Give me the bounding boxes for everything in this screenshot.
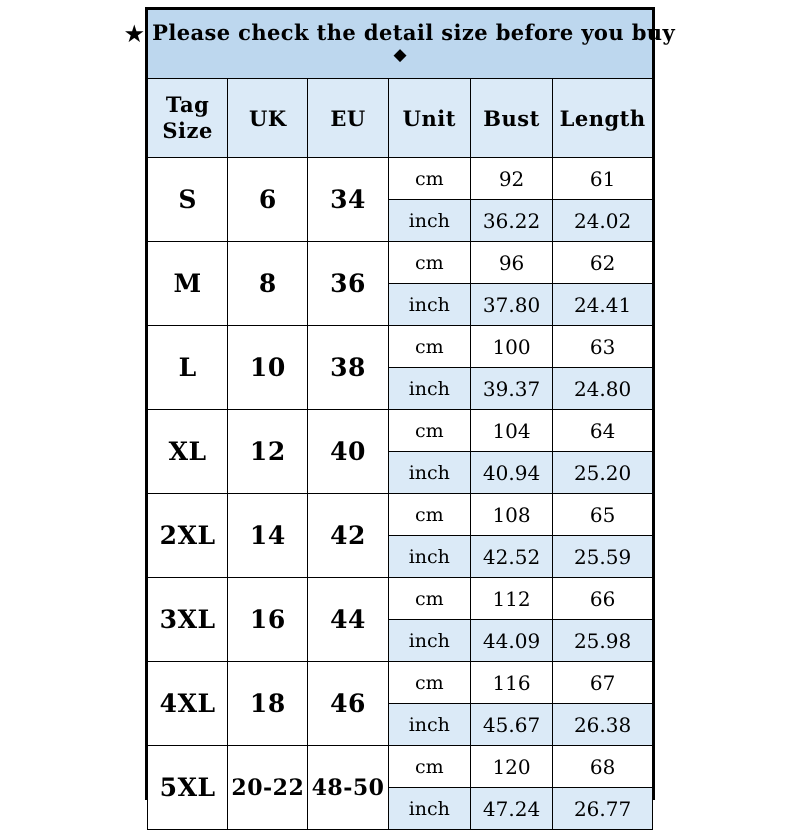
cell-bust-inch: 37.80 bbox=[470, 284, 552, 326]
cell-length-cm: 61 bbox=[553, 158, 653, 200]
cell-unit-cm: cm bbox=[388, 578, 470, 620]
cell-uk: 8 bbox=[228, 242, 308, 326]
header-tag-size-line1: Tag bbox=[165, 92, 210, 118]
header-unit: Unit bbox=[388, 79, 470, 158]
cell-bust-inch: 44.09 bbox=[470, 620, 552, 662]
header-eu: EU bbox=[308, 79, 388, 158]
cell-bust-cm: 104 bbox=[470, 410, 552, 452]
table-row bbox=[148, 242, 653, 284]
cell-bust-cm: 92 bbox=[470, 158, 552, 200]
header-tag-size bbox=[148, 79, 228, 158]
cell-bust-cm: 96 bbox=[470, 242, 552, 284]
cell-bust-inch: 47.24 bbox=[470, 788, 552, 830]
table-row bbox=[148, 578, 653, 620]
cell-unit-cm: cm bbox=[388, 410, 470, 452]
cell-unit-inch: inch bbox=[388, 452, 470, 494]
table-row bbox=[148, 662, 653, 704]
cell-bust-cm: 112 bbox=[470, 578, 552, 620]
cell-length-inch: 25.20 bbox=[553, 452, 653, 494]
cell-tag-size: 3XL bbox=[148, 578, 228, 662]
cell-uk: 10 bbox=[228, 326, 308, 410]
cell-length-inch: 24.80 bbox=[553, 368, 653, 410]
cell-tag-size: L bbox=[148, 326, 228, 410]
cell-length-cm: 64 bbox=[553, 410, 653, 452]
banner-cell bbox=[124, 10, 676, 79]
cell-length-cm: 68 bbox=[553, 746, 653, 788]
cell-unit-cm: cm bbox=[388, 662, 470, 704]
cell-length-cm: 67 bbox=[553, 662, 653, 704]
cell-eu: 38 bbox=[308, 326, 388, 410]
cell-bust-cm: 116 bbox=[470, 662, 552, 704]
cell-tag-size: S bbox=[148, 158, 228, 242]
cell-eu: 46 bbox=[308, 662, 388, 746]
cell-tag-size: 4XL bbox=[148, 662, 228, 746]
cell-bust-inch: 45.67 bbox=[470, 704, 552, 746]
cell-unit-inch: inch bbox=[388, 620, 470, 662]
cell-uk: 14 bbox=[228, 494, 308, 578]
table-row bbox=[148, 158, 653, 200]
cell-unit-inch: inch bbox=[388, 284, 470, 326]
cell-tag-size: XL bbox=[148, 410, 228, 494]
cell-eu: 40 bbox=[308, 410, 388, 494]
cell-uk: 12 bbox=[228, 410, 308, 494]
header-uk: UK bbox=[228, 79, 308, 158]
star-icon: ★ bbox=[124, 20, 145, 46]
banner-text: Please check the detail size before you buy bbox=[152, 20, 676, 46]
cell-length-inch: 24.41 bbox=[553, 284, 653, 326]
size-chart-table-container bbox=[124, 7, 676, 821]
cell-tag-size: 2XL bbox=[148, 494, 228, 578]
cell-unit-cm: cm bbox=[388, 326, 470, 368]
diamond-icon: ◆ bbox=[393, 44, 407, 65]
cell-unit-cm: cm bbox=[388, 242, 470, 284]
cell-bust-cm: 100 bbox=[470, 326, 552, 368]
cell-bust-inch: 42.52 bbox=[470, 536, 552, 578]
table-row bbox=[148, 746, 653, 788]
cell-length-cm: 63 bbox=[553, 326, 653, 368]
cell-unit-inch: inch bbox=[388, 368, 470, 410]
cell-unit-cm: cm bbox=[388, 158, 470, 200]
cell-uk: 6 bbox=[228, 158, 308, 242]
cell-unit-inch: inch bbox=[388, 704, 470, 746]
cell-unit-inch: inch bbox=[388, 200, 470, 242]
header-bust: Bust bbox=[470, 79, 552, 158]
cell-eu: 48-50 bbox=[308, 746, 388, 830]
table-row bbox=[148, 410, 653, 452]
cell-tag-size: 5XL bbox=[148, 746, 228, 830]
cell-length-inch: 25.98 bbox=[553, 620, 653, 662]
cell-bust-cm: 108 bbox=[470, 494, 552, 536]
cell-bust-cm: 120 bbox=[470, 746, 552, 788]
cell-length-inch: 26.77 bbox=[553, 788, 653, 830]
cell-length-cm: 66 bbox=[553, 578, 653, 620]
banner-row bbox=[148, 10, 653, 79]
size-chart-table bbox=[124, 9, 676, 830]
cell-eu: 44 bbox=[308, 578, 388, 662]
cell-bust-inch: 36.22 bbox=[470, 200, 552, 242]
cell-eu: 34 bbox=[308, 158, 388, 242]
cell-length-cm: 65 bbox=[553, 494, 653, 536]
cell-length-inch: 26.38 bbox=[553, 704, 653, 746]
table-row bbox=[148, 494, 653, 536]
cell-eu: 36 bbox=[308, 242, 388, 326]
cell-tag-size: M bbox=[148, 242, 228, 326]
cell-bust-inch: 39.37 bbox=[470, 368, 552, 410]
cell-unit-inch: inch bbox=[388, 788, 470, 830]
header-row bbox=[148, 79, 653, 158]
cell-uk: 20-22 bbox=[228, 746, 308, 830]
table-row bbox=[148, 326, 653, 368]
cell-bust-inch: 40.94 bbox=[470, 452, 552, 494]
cell-length-inch: 25.59 bbox=[553, 536, 653, 578]
cell-uk: 18 bbox=[228, 662, 308, 746]
cell-unit-cm: cm bbox=[388, 494, 470, 536]
cell-length-inch: 24.02 bbox=[553, 200, 653, 242]
cell-unit-inch: inch bbox=[388, 536, 470, 578]
cell-uk: 16 bbox=[228, 578, 308, 662]
cell-eu: 42 bbox=[308, 494, 388, 578]
header-length: Length bbox=[553, 79, 653, 158]
header-tag-size-line2: Size bbox=[162, 118, 213, 143]
cell-length-cm: 62 bbox=[553, 242, 653, 284]
cell-unit-cm: cm bbox=[388, 746, 470, 788]
